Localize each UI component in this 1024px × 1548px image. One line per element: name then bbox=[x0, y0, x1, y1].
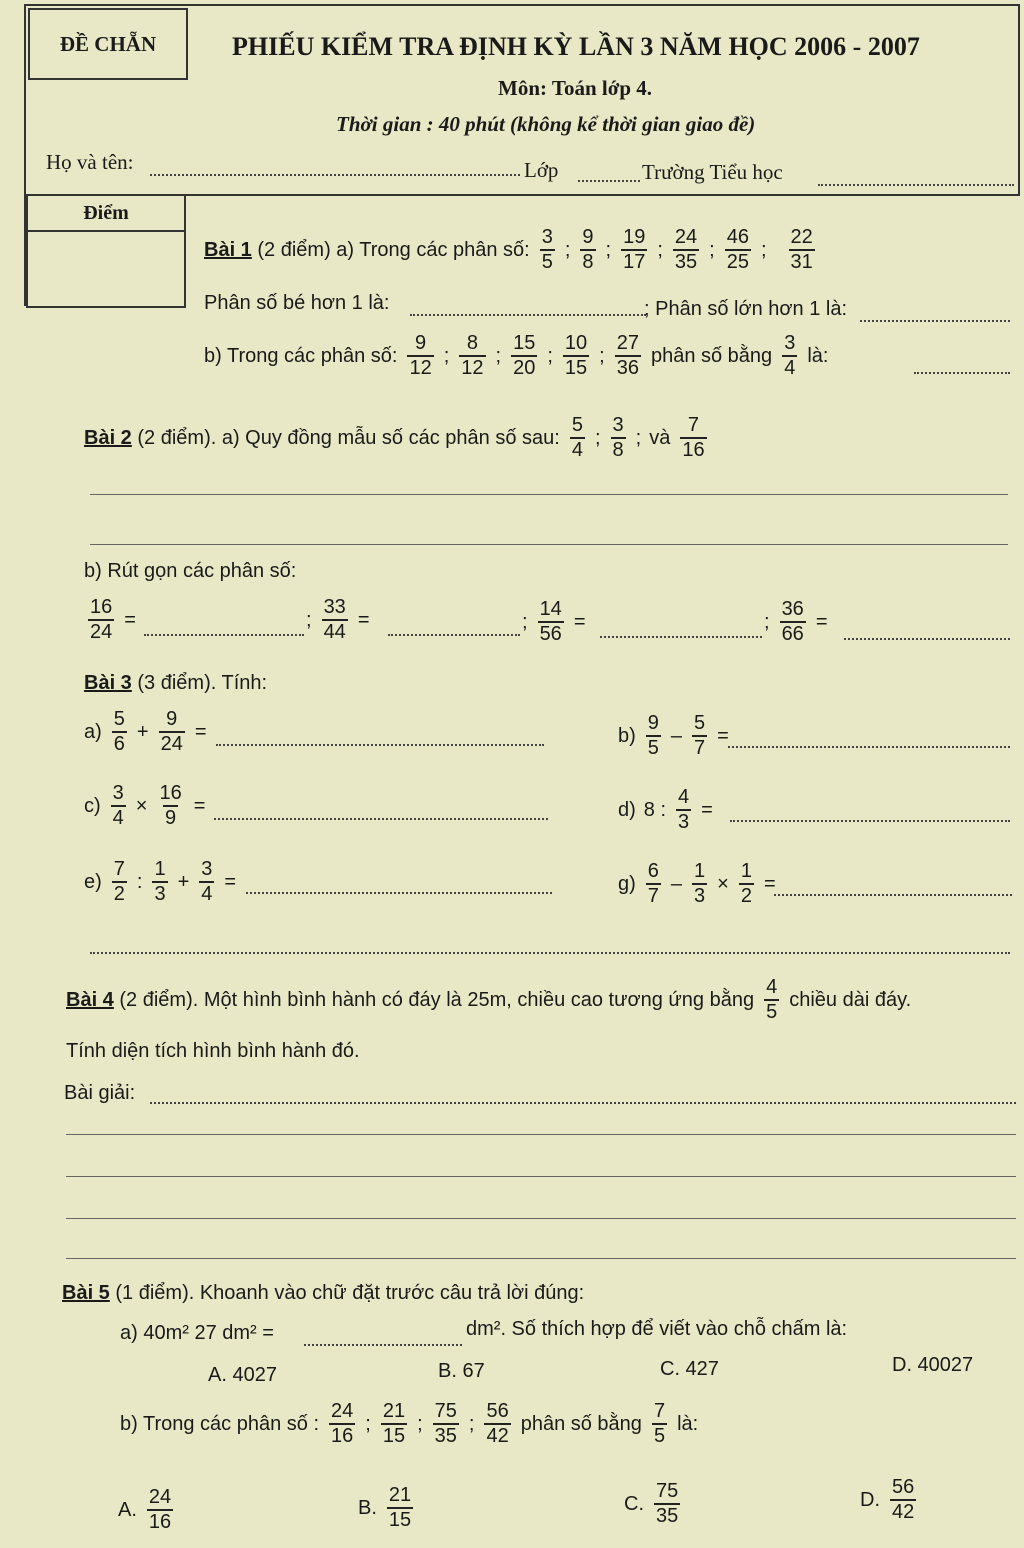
bai2-answer-line[interactable] bbox=[90, 494, 1008, 495]
bai1-b-label: b) Trong các phân số: bbox=[204, 344, 398, 367]
bai1-fraction: $\frac{19}{17}$ bbox=[623, 226, 646, 273]
bai2-reduce-blank[interactable] bbox=[388, 634, 520, 636]
bai3-c-blank[interactable] bbox=[214, 818, 548, 820]
bai2-reduce-fraction: $\frac{33}{44}$ bbox=[323, 596, 346, 643]
bai2-reduce-row: $\frac{16}{24}$ = bbox=[90, 596, 136, 643]
time-line: Thời gian : 40 phút (không kể thời gian giao đề) bbox=[336, 112, 756, 136]
page-title: PHIẾU KIỂM TRA ĐỊNH KỲ LẦN 3 NĂM HỌC 2006 - 2007 bbox=[232, 32, 920, 61]
edition-label: ĐỀ CHẴN bbox=[59, 31, 157, 56]
bai2-b-label: b) Rút gọn các phân số: bbox=[84, 560, 297, 582]
score-label: Điểm bbox=[28, 196, 184, 232]
bai3-d-blank[interactable] bbox=[730, 820, 1010, 822]
bai5-a-option-b[interactable]: B. 67 bbox=[438, 1360, 485, 1382]
bai2-reduce-blank[interactable] bbox=[144, 634, 304, 636]
bai5-b-end: là: bbox=[677, 1412, 699, 1435]
bai2-and: và bbox=[649, 426, 671, 449]
bai2-reduce-blank[interactable] bbox=[844, 638, 1010, 640]
bai5-title: Bài 5 bbox=[62, 1282, 110, 1304]
bai1-b-fraction: $\frac{27}{36}$ bbox=[616, 332, 639, 379]
bai5-heading bbox=[62, 1282, 584, 1305]
bai1-greater-blank[interactable] bbox=[860, 320, 1010, 322]
bai5-b-label: b) Trong các phân số : bbox=[120, 1412, 320, 1435]
bai1-greater-label: ; Phân số lớn hơn 1 là: bbox=[644, 298, 848, 320]
score-box bbox=[26, 194, 186, 308]
bai1-question-a: Bài 1 (2 điểm) a) Trong các phân số: $\frac{3}{5}$ ; $\frac{9}{8}$ ; $\frac{19}{17}$ ; $\frac{24}{35}$ ; $\frac{46}{25}$ ; $\frac{22}{31}$ bbox=[204, 226, 813, 273]
bai2-reduce-fraction: $\frac{36}{66}$ bbox=[781, 598, 804, 645]
bai4-text1: (2 điểm). Một hình bình hành có đáy là 25m, chiều cao tương ứng bằng bbox=[119, 988, 755, 1011]
bai5-a-option-c[interactable]: C. 427 bbox=[660, 1358, 719, 1380]
bai3-item-b: b) $\frac{9}{5}$ – $\frac{5}{7}$ = bbox=[618, 712, 729, 759]
bai3-e-blank[interactable] bbox=[246, 892, 552, 894]
bai5-a-label: a) 40m² 27 dm² = bbox=[120, 1322, 274, 1344]
bai5-a-option-d[interactable]: D. 40027 bbox=[892, 1354, 974, 1376]
bai4-text2: chiều dài đáy. bbox=[789, 988, 912, 1011]
bai5-question-b: b) Trong các phân số : $\frac{24}{16}$ ; $\frac{21}{15}$ ; $\frac{75}{35}$ ; $\frac{56}{42}$ phân số bằng $\frac{7}{5}$ là: bbox=[120, 1400, 699, 1447]
bai1-b-equal: phân số bằng bbox=[650, 344, 773, 367]
class-label: Lớp bbox=[524, 158, 559, 182]
frame-right-border bbox=[1018, 4, 1020, 194]
bai4-solution-line[interactable] bbox=[66, 1134, 1016, 1135]
bai1-points: (2 điểm) a) Trong các phân số: bbox=[257, 238, 530, 261]
bai1-question-b: b) Trong các phân số: $\frac{9}{12}$ ; $\frac{8}{12}$ ; $\frac{15}{20}$ ; $\frac{10}{15}$ ; $\frac{27}{36}$ phân số bằng $\frac{3}{4}$ là: bbox=[204, 332, 829, 379]
bai1-fraction: $\frac{3}{5}$ bbox=[541, 226, 553, 273]
bai2-reduce-row: ; $\frac{33}{44}$ = bbox=[306, 596, 370, 643]
bai1-b-blank[interactable] bbox=[914, 372, 1010, 374]
bai3-extra-blank[interactable] bbox=[90, 952, 1010, 954]
bai5-b-equal: phân số bằng bbox=[520, 1412, 642, 1435]
bai1-fraction: $\frac{9}{8}$ bbox=[582, 226, 594, 273]
bai1-fraction: $\frac{24}{35}$ bbox=[674, 226, 698, 273]
edition-box bbox=[28, 8, 188, 80]
bai1-b-fraction: $\frac{15}{20}$ bbox=[513, 332, 536, 379]
bai4-solution-line[interactable] bbox=[66, 1218, 1016, 1219]
school-label: Trường Tiểu học bbox=[642, 160, 783, 184]
bai3-g-blank[interactable] bbox=[774, 894, 1012, 896]
bai2-reduce-blank[interactable] bbox=[600, 636, 762, 638]
school-blank[interactable] bbox=[818, 184, 1014, 186]
bai3-b-blank[interactable] bbox=[728, 746, 1010, 748]
bai2-fraction: $\frac{5}{4}$ bbox=[571, 414, 583, 461]
name-blank[interactable] bbox=[150, 174, 520, 176]
bai3-item-a: a) $\frac{5}{6}$ + $\frac{9}{24}$ = bbox=[84, 708, 207, 755]
bai2-title: Bài 2 bbox=[84, 426, 132, 449]
bai1-b-fraction: $\frac{9}{12}$ bbox=[409, 332, 432, 379]
frame-top-border bbox=[24, 4, 1020, 6]
bai5-a-blank[interactable] bbox=[304, 1344, 462, 1346]
bai2-reduce-row: ; $\frac{14}{56}$ = bbox=[522, 598, 586, 645]
bai3-item-g: g) $\frac{6}{7}$ – $\frac{1}{3}$ × $\frac{1}{2}$ = bbox=[618, 860, 776, 907]
bai4-text3: Tính diện tích hình bình hành đó. bbox=[66, 1040, 360, 1062]
bai4-solution-line[interactable] bbox=[66, 1258, 1016, 1259]
bai1-fraction: $\frac{22}{31}$ bbox=[790, 226, 813, 273]
bai2-question-a: Bài 2 (2 điểm). a) Quy đồng mẫu số các phân số sau: $\frac{5}{4}$ ; $\frac{3}{8}$ ; và $\frac{7}{16}$ bbox=[84, 414, 705, 461]
class-blank[interactable] bbox=[578, 180, 640, 182]
bai5-b-option-c[interactable]: C. $\frac{75}{35}$ bbox=[624, 1480, 679, 1527]
bai1-title: Bài 1 bbox=[204, 238, 252, 261]
bai4-solution-line[interactable] bbox=[150, 1102, 1016, 1104]
bai1-b-fraction: $\frac{8}{12}$ bbox=[461, 332, 484, 379]
bai4-question bbox=[66, 976, 911, 1024]
score-field[interactable] bbox=[28, 232, 184, 306]
bai3-item-e: e) $\frac{7}{2}$ : $\frac{1}{3}$ + $\frac{3}{4}$ = bbox=[84, 858, 237, 905]
bai3-title: Bài 3 bbox=[84, 672, 132, 694]
bai1-b-fraction: $\frac{10}{15}$ bbox=[564, 332, 588, 379]
bai2-reduce-fraction: $\frac{16}{24}$ bbox=[90, 596, 113, 643]
bai4-fraction: $\frac{4}{5}$ bbox=[766, 976, 778, 1023]
bai1-b-end: là: bbox=[807, 344, 829, 367]
bai5-a-tail: dm². Số thích hợp để viết vào chỗ chấm là: bbox=[466, 1318, 848, 1340]
bai4-solution-label: Bài giải: bbox=[64, 1082, 136, 1104]
bai5-b-option-b[interactable]: B. $\frac{21}{15}$ bbox=[358, 1484, 412, 1531]
bai5-points: (1 điểm). Khoanh vào chữ đặt trước câu trả lời đúng: bbox=[115, 1282, 585, 1304]
bai2-reduce-row: ; $\frac{36}{66}$ = bbox=[764, 598, 828, 645]
bai2-fraction: $\frac{3}{8}$ bbox=[612, 414, 624, 461]
bai1-less-blank[interactable] bbox=[410, 314, 646, 316]
bai1-b-target: $\frac{3}{4}$ bbox=[784, 332, 796, 379]
bai1-less-label: Phân số bé hơn 1 là: bbox=[204, 292, 390, 314]
bai5-b-option-a[interactable]: A. $\frac{24}{16}$ bbox=[118, 1486, 172, 1533]
subject-line: Môn: Toán lớp 4. bbox=[498, 76, 653, 100]
bai3-item-c: c) $\frac{3}{4}$ × $\frac{16}{9}$ = bbox=[84, 782, 206, 829]
bai3-heading bbox=[84, 672, 267, 695]
bai3-item-d: d) 8 : $\frac{4}{3}$ = bbox=[618, 786, 713, 833]
bai5-b-option-d[interactable]: D. $\frac{56}{42}$ bbox=[860, 1476, 915, 1523]
bai2-fraction: $\frac{7}{16}$ bbox=[682, 414, 705, 461]
bai3-a-blank[interactable] bbox=[216, 744, 544, 746]
bai4-solution-line[interactable] bbox=[66, 1176, 1016, 1177]
bai2-answer-line[interactable] bbox=[90, 544, 1008, 545]
bai4-title: Bài 4 bbox=[66, 988, 114, 1011]
bai5-a-option-a[interactable]: A. 4027 bbox=[208, 1364, 277, 1386]
name-label: Họ và tên: bbox=[46, 150, 134, 174]
bai2-points: (2 điểm). a) Quy đồng mẫu số các phân số sau: bbox=[137, 426, 560, 449]
bai1-fraction: $\frac{46}{25}$ bbox=[726, 226, 749, 273]
bai2-reduce-fraction: $\frac{14}{56}$ bbox=[539, 598, 562, 645]
bai3-points: (3 điểm). Tính: bbox=[137, 672, 268, 694]
